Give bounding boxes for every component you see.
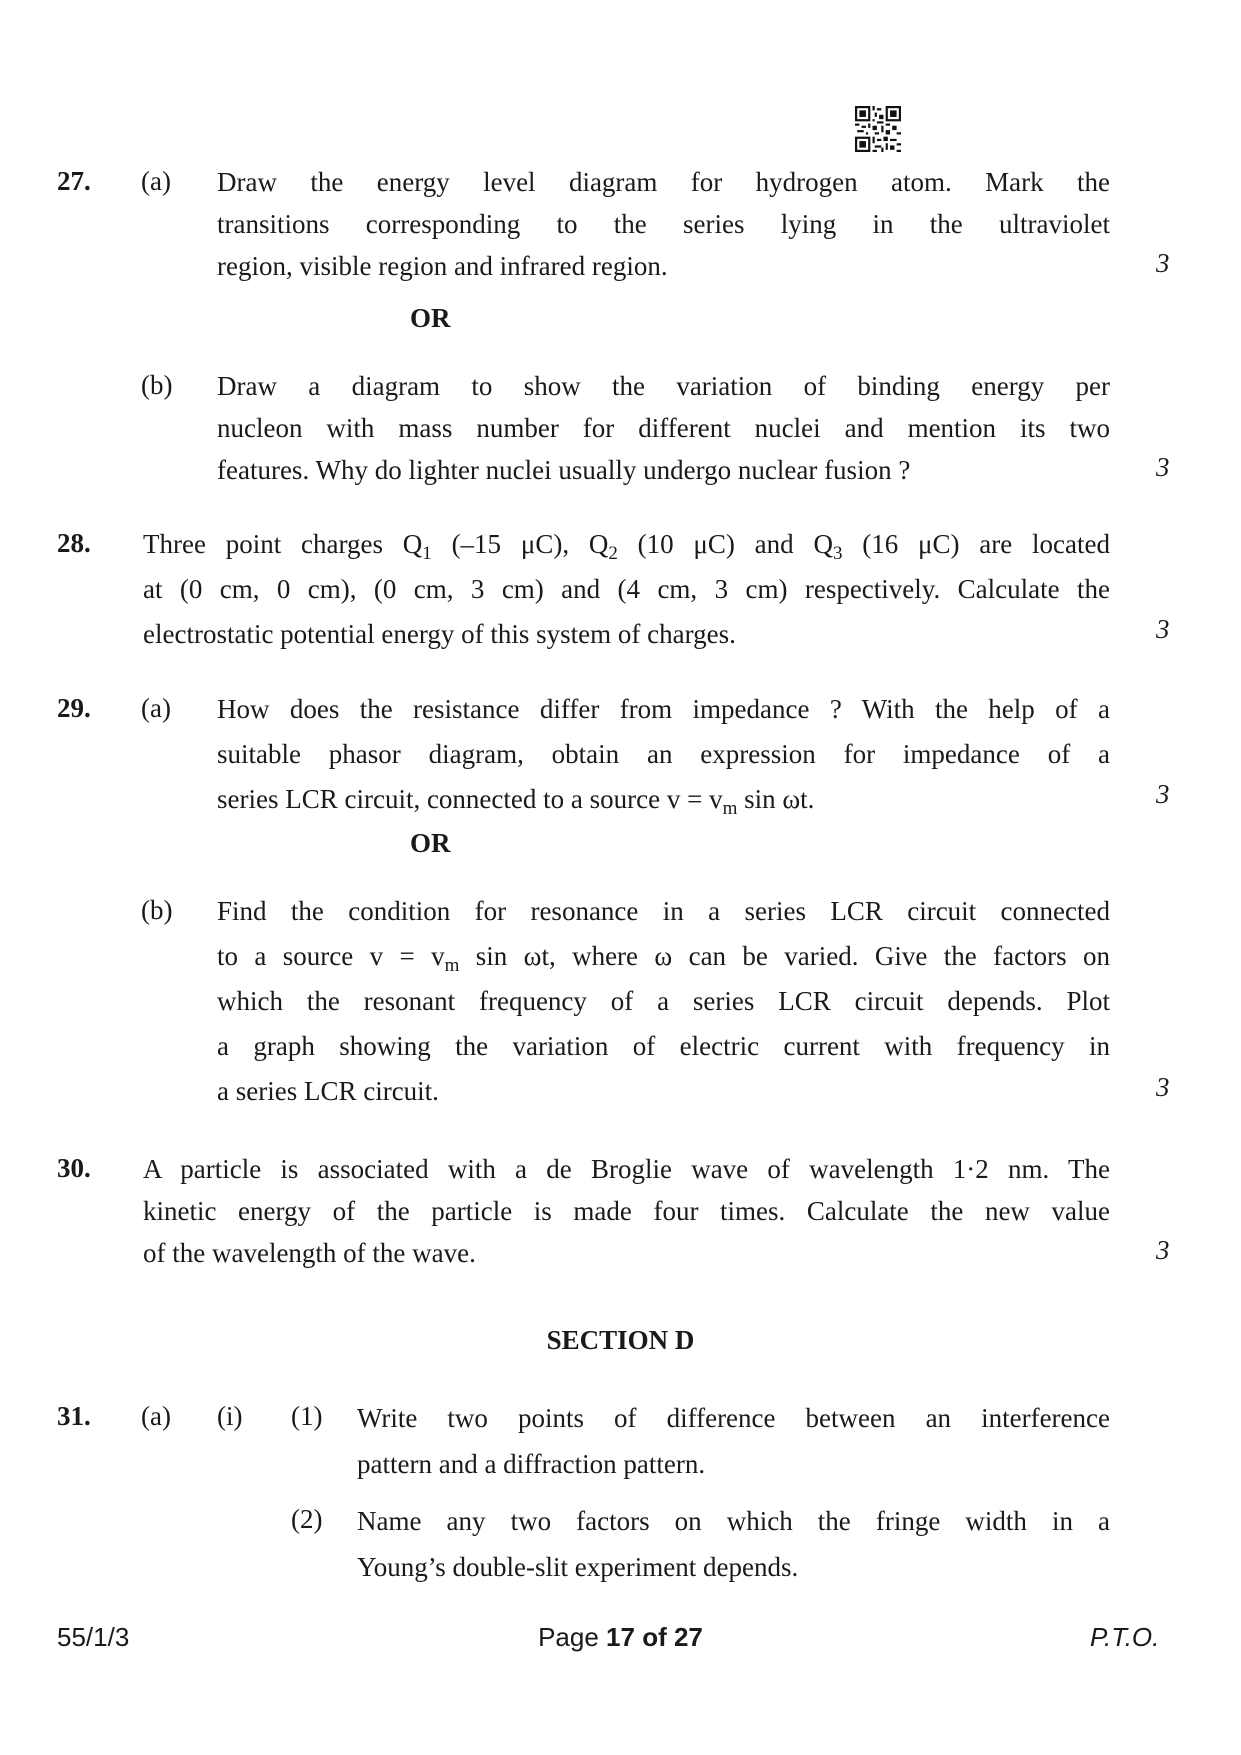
paper-code: 55/1/3 bbox=[57, 1622, 130, 1652]
part-a-label: (a) bbox=[141, 166, 171, 196]
question-text bbox=[143, 522, 1110, 657]
text-line: pattern and a diffraction pattern. bbox=[357, 1449, 706, 1479]
text-line: Three point charges $Q_1$ (–15 μC), $Q_2$ (10 μC) and $Q_3$ (16 μC) are located bbox=[143, 529, 1110, 564]
text-line: A particle is associated with a de Broglie wave of wavelength 1·2 nm. The bbox=[143, 1154, 1110, 1184]
part-a-label: (a) bbox=[141, 1401, 171, 1431]
or-divider: OR bbox=[410, 303, 451, 333]
part-b-label: (b) bbox=[141, 370, 173, 400]
marks: 3 bbox=[1156, 452, 1170, 482]
text-line: transitions corresponding to the series lying in the ultraviolet bbox=[217, 209, 1110, 239]
question-number: 29. bbox=[57, 693, 91, 723]
subpart-i-label: (i) bbox=[217, 1401, 243, 1431]
text-line: Draw a diagram to show the variation of binding energy per bbox=[217, 371, 1110, 401]
text-line: Draw the energy level diagram for hydrogen atom. Mark the bbox=[217, 167, 1110, 197]
text-line: of the wavelength of the wave. bbox=[143, 1238, 476, 1268]
pto-label: P.T.O. bbox=[1090, 1622, 1160, 1652]
question-text bbox=[143, 1148, 1110, 1274]
part-b-text bbox=[217, 365, 1110, 491]
marks: 3 bbox=[1156, 779, 1170, 809]
question-number: 28. bbox=[57, 528, 91, 558]
text-line: How does the resistance differ from impedance ? With the help of a bbox=[217, 694, 1110, 724]
text-line: a graph showing the variation of electric current with frequency in bbox=[217, 1031, 1110, 1061]
text-line: which the resonant frequency of a series LCR circuit depends. Plot bbox=[217, 986, 1110, 1016]
point-2-text bbox=[357, 1498, 1110, 1590]
marks: 3 bbox=[1156, 1072, 1170, 1102]
page-number: Page 17 of 27 bbox=[538, 1622, 703, 1652]
text-line: kinetic energy of the particle is made four times. Calculate the new value bbox=[143, 1196, 1110, 1226]
point-1-text bbox=[357, 1395, 1110, 1487]
text-line: series LCR circuit, connected to a source $v = v_m$ sin ωt. bbox=[217, 784, 815, 819]
text-line: region, visible region and infrared region. bbox=[217, 251, 668, 281]
text-line: Find the condition for resonance in a series LCR circuit connected bbox=[217, 896, 1110, 926]
or-divider: OR bbox=[410, 828, 451, 858]
marks: 3 bbox=[1156, 248, 1170, 278]
marks: 3 bbox=[1156, 1235, 1170, 1265]
part-b-text bbox=[217, 889, 1110, 1114]
text-line: to a source $v = v_m$ sin ωt, where ω can be varied. Give the factors on bbox=[217, 941, 1110, 976]
text-line: suitable phasor diagram, obtain an expression for impedance of a bbox=[217, 739, 1110, 769]
text-line: Write two points of difference between an interference bbox=[357, 1403, 1110, 1433]
question-number: 27. bbox=[57, 166, 91, 196]
marks: 3 bbox=[1156, 614, 1170, 644]
section-heading: SECTION D bbox=[546, 1325, 695, 1355]
text-line: nucleon with mass number for different nuclei and mention its two bbox=[217, 413, 1110, 443]
text-line: features. Why do lighter nuclei usually undergo nuclear fusion ? bbox=[217, 455, 911, 485]
point-1-label: (1) bbox=[291, 1401, 323, 1431]
question-number: 30. bbox=[57, 1153, 91, 1183]
part-a-label: (a) bbox=[141, 693, 171, 723]
part-a-text bbox=[217, 161, 1110, 287]
part-a-text bbox=[217, 687, 1110, 822]
text-line: electrostatic potential energy of this system of charges. bbox=[143, 619, 736, 649]
text-line: Young’s double-slit experiment depends. bbox=[357, 1552, 799, 1582]
text-line: Name any two factors on which the fringe width in a bbox=[357, 1506, 1110, 1536]
question-number: 31. bbox=[57, 1401, 91, 1431]
point-2-label: (2) bbox=[291, 1504, 323, 1534]
part-b-label: (b) bbox=[141, 895, 173, 925]
qr-code-icon bbox=[855, 106, 901, 152]
text-line: a series LCR circuit. bbox=[217, 1076, 439, 1106]
text-line: at (0 cm, 0 cm), (0 cm, 3 cm) and (4 cm, 3 cm) respectively. Calculate the bbox=[143, 574, 1110, 604]
